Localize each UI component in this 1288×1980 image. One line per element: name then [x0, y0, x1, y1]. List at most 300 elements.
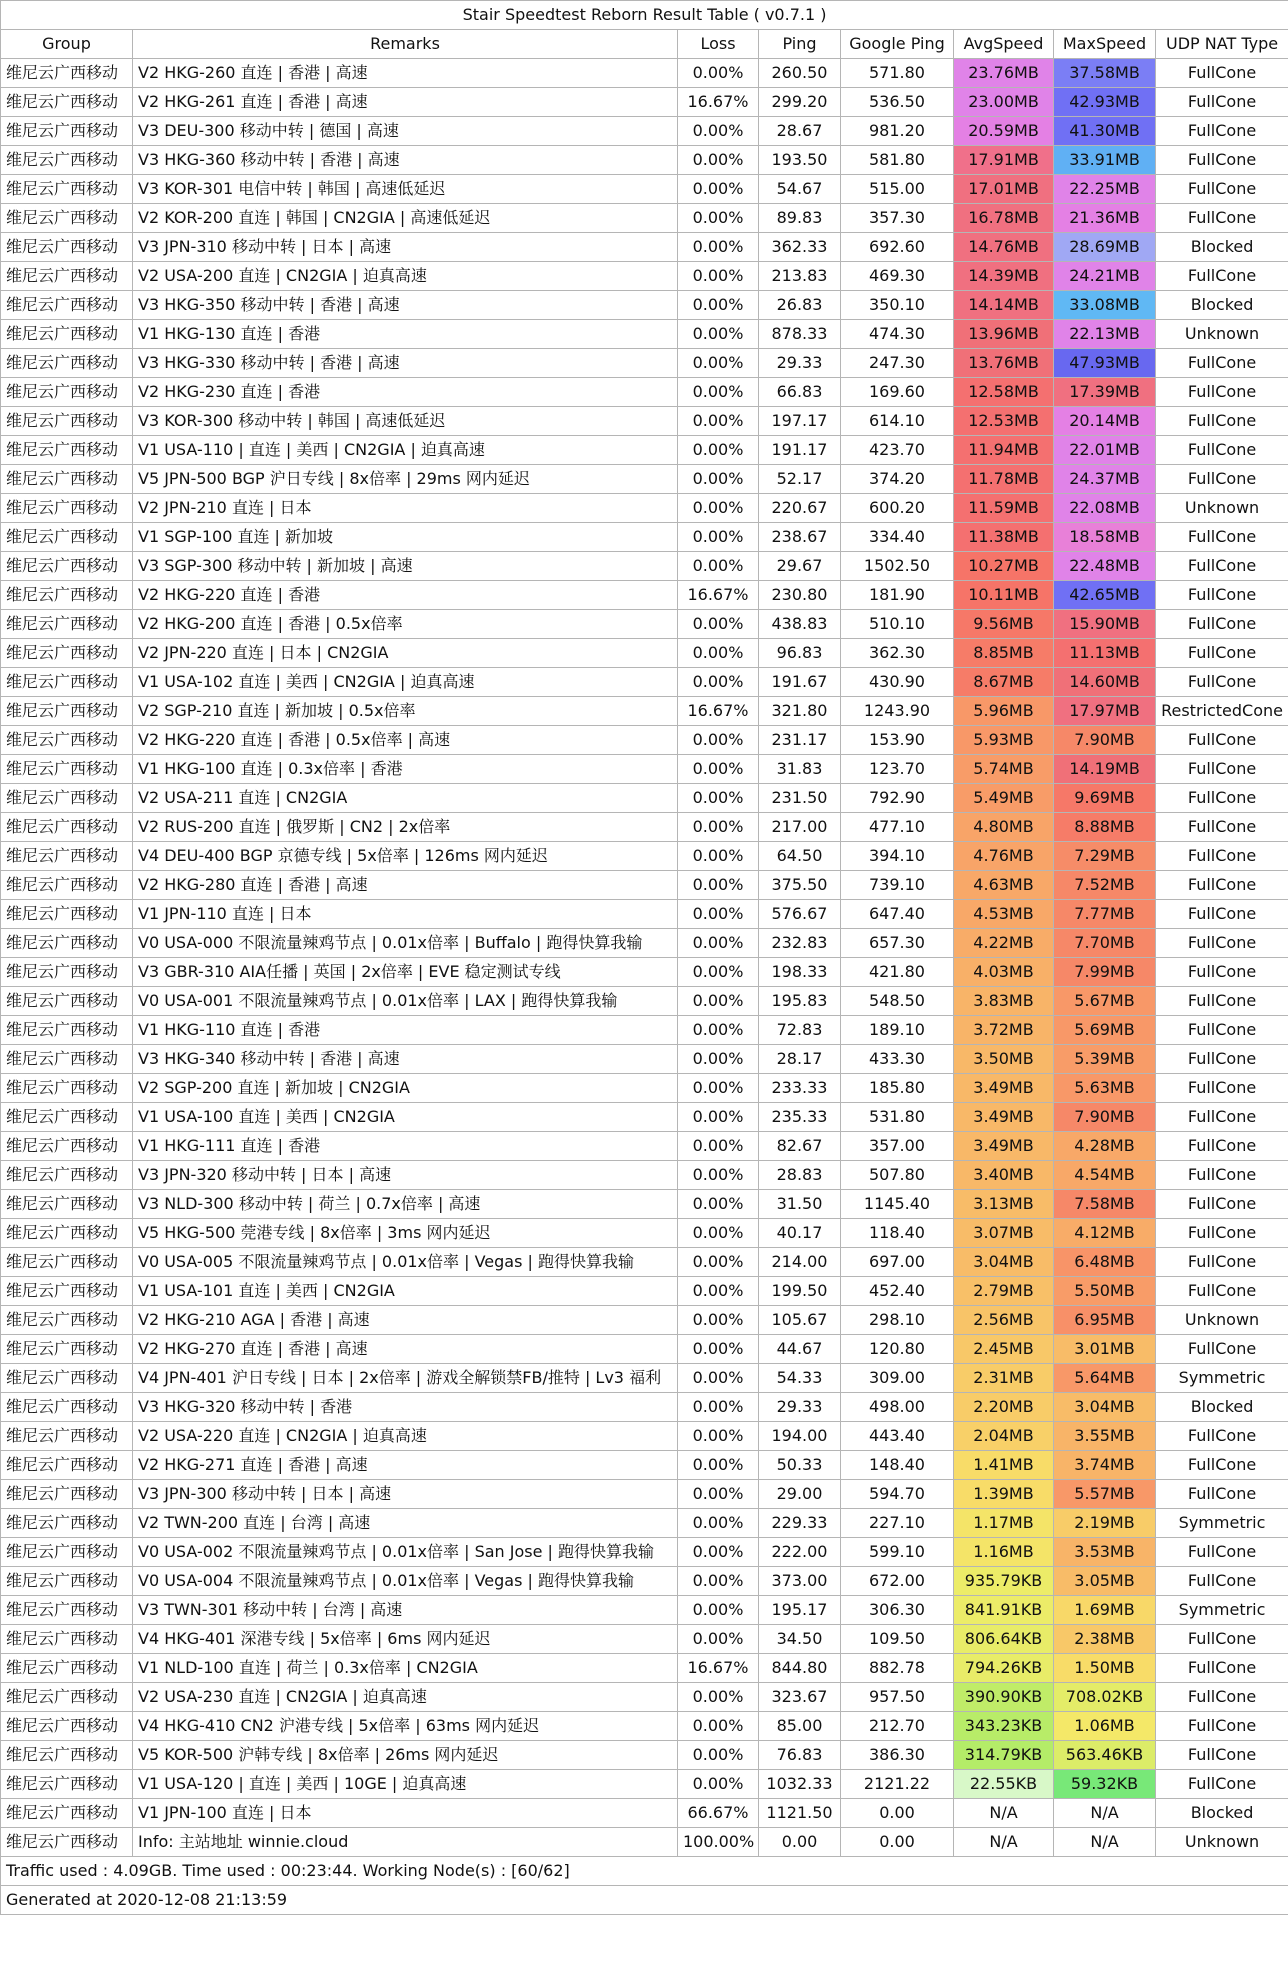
cell-udp-nat: FullCone	[1156, 987, 1288, 1016]
cell-loss: 0.00%	[678, 1016, 759, 1045]
cell-group: 维尼云广西移动	[1, 668, 133, 697]
cell-google-ping: 350.10	[841, 291, 954, 320]
cell-maxspeed: 42.93MB	[1054, 88, 1156, 117]
cell-loss: 0.00%	[678, 1393, 759, 1422]
cell-group: 维尼云广西移动	[1, 784, 133, 813]
cell-google-ping: 309.00	[841, 1364, 954, 1393]
col-header-udp-nat: UDP NAT Type	[1156, 30, 1288, 59]
table-row	[1, 1016, 1288, 1045]
cell-maxspeed: 28.69MB	[1054, 233, 1156, 262]
cell-avgspeed: 8.67MB	[954, 668, 1054, 697]
table-row	[1, 436, 1288, 465]
cell-udp-nat: FullCone	[1156, 1190, 1288, 1219]
cell-google-ping: 423.70	[841, 436, 954, 465]
table-row	[1, 726, 1288, 755]
cell-google-ping: 571.80	[841, 59, 954, 88]
cell-ping: 89.83	[759, 204, 841, 233]
table-body	[1, 59, 1288, 1857]
cell-group: 维尼云广西移动	[1, 1509, 133, 1538]
cell-loss: 0.00%	[678, 958, 759, 987]
cell-udp-nat: FullCone	[1156, 581, 1288, 610]
cell-remarks: V2 HKG-261 直连 | 香港 | 高速	[133, 88, 678, 117]
cell-avgspeed: 3.04MB	[954, 1248, 1054, 1277]
cell-avgspeed: 14.14MB	[954, 291, 1054, 320]
cell-ping: 238.67	[759, 523, 841, 552]
cell-loss: 0.00%	[678, 1567, 759, 1596]
cell-avgspeed: 12.58MB	[954, 378, 1054, 407]
table-title: Stair Speedtest Reborn Result Table ( v0.7.1 )	[1, 1, 1288, 30]
cell-group: 维尼云广西移动	[1, 1683, 133, 1712]
cell-avgspeed: 12.53MB	[954, 407, 1054, 436]
cell-google-ping: 474.30	[841, 320, 954, 349]
table-row	[1, 958, 1288, 987]
cell-loss: 0.00%	[678, 146, 759, 175]
cell-loss: 0.00%	[678, 1045, 759, 1074]
cell-udp-nat: FullCone	[1156, 900, 1288, 929]
cell-group: 维尼云广西移动	[1, 204, 133, 233]
cell-ping: 235.33	[759, 1103, 841, 1132]
cell-loss: 0.00%	[678, 1480, 759, 1509]
cell-loss: 0.00%	[678, 1161, 759, 1190]
cell-ping: 233.33	[759, 1074, 841, 1103]
cell-avgspeed: 343.23KB	[954, 1712, 1054, 1741]
cell-group: 维尼云广西移动	[1, 1103, 133, 1132]
cell-remarks: V3 JPN-310 移动中转 | 日本 | 高速	[133, 233, 678, 262]
cell-google-ping: 443.40	[841, 1422, 954, 1451]
table-row	[1, 842, 1288, 871]
cell-avgspeed: 2.79MB	[954, 1277, 1054, 1306]
cell-group: 维尼云广西移动	[1, 929, 133, 958]
cell-loss: 16.67%	[678, 88, 759, 117]
cell-loss: 0.00%	[678, 523, 759, 552]
cell-loss: 0.00%	[678, 842, 759, 871]
cell-remarks: V3 KOR-300 移动中转 | 韩国 | 高速低延迟	[133, 407, 678, 436]
cell-avgspeed: 4.22MB	[954, 929, 1054, 958]
cell-maxspeed: N/A	[1054, 1799, 1156, 1828]
cell-group: 维尼云广西移动	[1, 1306, 133, 1335]
cell-avgspeed: 4.76MB	[954, 842, 1054, 871]
cell-group: 维尼云广西移动	[1, 842, 133, 871]
cell-group: 维尼云广西移动	[1, 378, 133, 407]
cell-maxspeed: 6.48MB	[1054, 1248, 1156, 1277]
cell-google-ping: 306.30	[841, 1596, 954, 1625]
cell-google-ping: 882.78	[841, 1654, 954, 1683]
table-row	[1, 610, 1288, 639]
cell-ping: 260.50	[759, 59, 841, 88]
cell-remarks: V2 HKG-270 直连 | 香港 | 高速	[133, 1335, 678, 1364]
cell-avgspeed: 935.79KB	[954, 1567, 1054, 1596]
cell-avgspeed: 22.55KB	[954, 1770, 1054, 1799]
cell-udp-nat: FullCone	[1156, 1567, 1288, 1596]
cell-remarks: V0 USA-002 不限流量辣鸡节点 | 0.01x倍率 | San Jose | 跑得快算我输	[133, 1538, 678, 1567]
cell-avgspeed: 390.90KB	[954, 1683, 1054, 1712]
table-row	[1, 1625, 1288, 1654]
cell-loss: 0.00%	[678, 610, 759, 639]
cell-group: 维尼云广西移动	[1, 1596, 133, 1625]
cell-google-ping: 536.50	[841, 88, 954, 117]
cell-remarks: V4 HKG-401 深港专线 | 5x倍率 | 6ms 网内延迟	[133, 1625, 678, 1654]
cell-udp-nat: FullCone	[1156, 378, 1288, 407]
cell-maxspeed: 5.63MB	[1054, 1074, 1156, 1103]
table-row	[1, 1770, 1288, 1799]
cell-udp-nat: FullCone	[1156, 1683, 1288, 1712]
cell-avgspeed: 17.91MB	[954, 146, 1054, 175]
cell-remarks: Info: 主站地址 winnie.cloud	[133, 1828, 678, 1857]
cell-avgspeed: 23.00MB	[954, 88, 1054, 117]
cell-maxspeed: 42.65MB	[1054, 581, 1156, 610]
cell-ping: 40.17	[759, 1219, 841, 1248]
cell-google-ping: 510.10	[841, 610, 954, 639]
cell-maxspeed: 20.14MB	[1054, 407, 1156, 436]
cell-remarks: V1 USA-100 直连 | 美西 | CN2GIA	[133, 1103, 678, 1132]
table-row	[1, 1277, 1288, 1306]
table-row	[1, 552, 1288, 581]
cell-remarks: V2 SGP-210 直连 | 新加坡 | 0.5x倍率	[133, 697, 678, 726]
cell-google-ping: 334.40	[841, 523, 954, 552]
table-row	[1, 1683, 1288, 1712]
cell-remarks: V2 HKG-210 AGA | 香港 | 高速	[133, 1306, 678, 1335]
cell-udp-nat: FullCone	[1156, 784, 1288, 813]
cell-maxspeed: 2.38MB	[1054, 1625, 1156, 1654]
cell-remarks: V3 SGP-300 移动中转 | 新加坡 | 高速	[133, 552, 678, 581]
cell-group: 维尼云广西移动	[1, 59, 133, 88]
cell-remarks: V2 HKG-220 直连 | 香港	[133, 581, 678, 610]
cell-loss: 0.00%	[678, 1074, 759, 1103]
table-row	[1, 639, 1288, 668]
table-row	[1, 813, 1288, 842]
cell-maxspeed: 7.90MB	[1054, 1103, 1156, 1132]
cell-google-ping: 507.80	[841, 1161, 954, 1190]
table-row	[1, 117, 1288, 146]
cell-maxspeed: 21.36MB	[1054, 204, 1156, 233]
cell-google-ping: 212.70	[841, 1712, 954, 1741]
cell-group: 维尼云广西移动	[1, 987, 133, 1016]
cell-group: 维尼云广西移动	[1, 697, 133, 726]
cell-udp-nat: FullCone	[1156, 204, 1288, 233]
cell-google-ping: 581.80	[841, 146, 954, 175]
cell-remarks: V2 RUS-200 直连 | 俄罗斯 | CN2 | 2x倍率	[133, 813, 678, 842]
cell-ping: 323.67	[759, 1683, 841, 1712]
cell-group: 维尼云广西移动	[1, 1828, 133, 1857]
cell-google-ping: 498.00	[841, 1393, 954, 1422]
cell-group: 维尼云广西移动	[1, 1190, 133, 1219]
cell-google-ping: 1145.40	[841, 1190, 954, 1219]
cell-ping: 96.83	[759, 639, 841, 668]
cell-avgspeed: 794.26KB	[954, 1654, 1054, 1683]
cell-avgspeed: 2.31MB	[954, 1364, 1054, 1393]
cell-group: 维尼云广西移动	[1, 1016, 133, 1045]
cell-loss: 16.67%	[678, 1654, 759, 1683]
cell-avgspeed: 11.38MB	[954, 523, 1054, 552]
cell-loss: 0.00%	[678, 262, 759, 291]
cell-ping: 576.67	[759, 900, 841, 929]
cell-maxspeed: 15.90MB	[1054, 610, 1156, 639]
cell-udp-nat: FullCone	[1156, 175, 1288, 204]
cell-maxspeed: 59.32KB	[1054, 1770, 1156, 1799]
cell-udp-nat: FullCone	[1156, 349, 1288, 378]
cell-udp-nat: FullCone	[1156, 610, 1288, 639]
cell-udp-nat: FullCone	[1156, 88, 1288, 117]
cell-maxspeed: 6.95MB	[1054, 1306, 1156, 1335]
cell-loss: 0.00%	[678, 1103, 759, 1132]
cell-group: 维尼云广西移动	[1, 610, 133, 639]
cell-udp-nat: FullCone	[1156, 1248, 1288, 1277]
cell-remarks: V2 SGP-200 直连 | 新加坡 | CN2GIA	[133, 1074, 678, 1103]
table-row	[1, 1103, 1288, 1132]
cell-udp-nat: Symmetric	[1156, 1509, 1288, 1538]
table-row	[1, 1480, 1288, 1509]
cell-google-ping: 298.10	[841, 1306, 954, 1335]
cell-google-ping: 452.40	[841, 1277, 954, 1306]
cell-group: 维尼云广西移动	[1, 552, 133, 581]
cell-maxspeed: 22.48MB	[1054, 552, 1156, 581]
cell-remarks: V2 HKG-280 直连 | 香港 | 高速	[133, 871, 678, 900]
cell-remarks: V3 JPN-300 移动中转 | 日本 | 高速	[133, 1480, 678, 1509]
table-row	[1, 1161, 1288, 1190]
cell-google-ping: 362.30	[841, 639, 954, 668]
cell-remarks: V1 USA-101 直连 | 美西 | CN2GIA	[133, 1277, 678, 1306]
cell-loss: 0.00%	[678, 1277, 759, 1306]
cell-group: 维尼云广西移动	[1, 1422, 133, 1451]
cell-remarks: V3 HKG-330 移动中转 | 香港 | 高速	[133, 349, 678, 378]
cell-loss: 66.67%	[678, 1799, 759, 1828]
cell-remarks: V0 USA-004 不限流量辣鸡节点 | 0.01x倍率 | Vegas | 跑得快算我输	[133, 1567, 678, 1596]
cell-udp-nat: FullCone	[1156, 1277, 1288, 1306]
cell-remarks: V2 JPN-210 直连 | 日本	[133, 494, 678, 523]
cell-avgspeed: 17.01MB	[954, 175, 1054, 204]
cell-avgspeed: N/A	[954, 1799, 1054, 1828]
cell-remarks: V5 HKG-500 莞港专线 | 8x倍率 | 3ms 网内延迟	[133, 1219, 678, 1248]
cell-ping: 50.33	[759, 1451, 841, 1480]
table-row	[1, 233, 1288, 262]
cell-udp-nat: FullCone	[1156, 1654, 1288, 1683]
cell-ping: 217.00	[759, 813, 841, 842]
cell-remarks: V2 HKG-200 直连 | 香港 | 0.5x倍率	[133, 610, 678, 639]
cell-avgspeed: 3.07MB	[954, 1219, 1054, 1248]
cell-ping: 194.00	[759, 1422, 841, 1451]
cell-group: 维尼云广西移动	[1, 1335, 133, 1364]
cell-loss: 0.00%	[678, 900, 759, 929]
cell-ping: 191.67	[759, 668, 841, 697]
cell-udp-nat: FullCone	[1156, 1074, 1288, 1103]
cell-udp-nat: Symmetric	[1156, 1364, 1288, 1393]
cell-avgspeed: 3.72MB	[954, 1016, 1054, 1045]
cell-ping: 193.50	[759, 146, 841, 175]
cell-ping: 29.33	[759, 1393, 841, 1422]
cell-remarks: V3 GBR-310 AIA任播 | 英国 | 2x倍率 | EVE 稳定测试专线	[133, 958, 678, 987]
cell-avgspeed: 20.59MB	[954, 117, 1054, 146]
cell-group: 维尼云广西移动	[1, 146, 133, 175]
cell-ping: 29.33	[759, 349, 841, 378]
cell-google-ping: 697.00	[841, 1248, 954, 1277]
cell-maxspeed: 4.28MB	[1054, 1132, 1156, 1161]
cell-google-ping: 477.10	[841, 813, 954, 842]
cell-loss: 0.00%	[678, 1219, 759, 1248]
cell-group: 维尼云广西移动	[1, 1741, 133, 1770]
cell-google-ping: 118.40	[841, 1219, 954, 1248]
cell-remarks: V2 USA-230 直连 | CN2GIA | 迫真高速	[133, 1683, 678, 1712]
cell-maxspeed: 5.50MB	[1054, 1277, 1156, 1306]
col-header-group: Group	[1, 30, 133, 59]
cell-remarks: V3 HKG-320 移动中转 | 香港	[133, 1393, 678, 1422]
cell-google-ping: 430.90	[841, 668, 954, 697]
cell-google-ping: 600.20	[841, 494, 954, 523]
cell-remarks: V1 HKG-100 直连 | 0.3x倍率 | 香港	[133, 755, 678, 784]
cell-group: 维尼云广西移动	[1, 900, 133, 929]
cell-udp-nat: FullCone	[1156, 465, 1288, 494]
cell-loss: 0.00%	[678, 1683, 759, 1712]
cell-google-ping: 548.50	[841, 987, 954, 1016]
cell-ping: 230.80	[759, 581, 841, 610]
cell-group: 维尼云广西移动	[1, 1625, 133, 1654]
cell-google-ping: 672.00	[841, 1567, 954, 1596]
cell-loss: 0.00%	[678, 349, 759, 378]
cell-ping: 844.80	[759, 1654, 841, 1683]
cell-group: 维尼云广西移动	[1, 755, 133, 784]
cell-remarks: V3 HKG-340 移动中转 | 香港 | 高速	[133, 1045, 678, 1074]
table-row	[1, 523, 1288, 552]
cell-remarks: V2 USA-220 直连 | CN2GIA | 迫真高速	[133, 1422, 678, 1451]
cell-ping: 1032.33	[759, 1770, 841, 1799]
cell-ping: 213.83	[759, 262, 841, 291]
cell-google-ping: 981.20	[841, 117, 954, 146]
cell-udp-nat: FullCone	[1156, 1770, 1288, 1799]
cell-ping: 438.83	[759, 610, 841, 639]
cell-avgspeed: 9.56MB	[954, 610, 1054, 639]
cell-ping: 195.83	[759, 987, 841, 1016]
cell-maxspeed: 33.91MB	[1054, 146, 1156, 175]
table-row	[1, 900, 1288, 929]
cell-group: 维尼云广西移动	[1, 349, 133, 378]
table-row	[1, 1045, 1288, 1074]
cell-remarks: V1 JPN-100 直连 | 日本	[133, 1799, 678, 1828]
cell-ping: 54.33	[759, 1364, 841, 1393]
cell-udp-nat: FullCone	[1156, 407, 1288, 436]
cell-group: 维尼云广西移动	[1, 871, 133, 900]
col-header-remarks: Remarks	[133, 30, 678, 59]
cell-udp-nat: Unknown	[1156, 1306, 1288, 1335]
table-row	[1, 378, 1288, 407]
cell-udp-nat: FullCone	[1156, 1103, 1288, 1132]
cell-remarks: V0 USA-005 不限流量辣鸡节点 | 0.01x倍率 | Vegas | 跑得快算我输	[133, 1248, 678, 1277]
cell-udp-nat: FullCone	[1156, 1045, 1288, 1074]
cell-maxspeed: 17.39MB	[1054, 378, 1156, 407]
cell-maxspeed: 7.58MB	[1054, 1190, 1156, 1219]
table-row	[1, 1567, 1288, 1596]
cell-google-ping: 657.30	[841, 929, 954, 958]
cell-maxspeed: 22.25MB	[1054, 175, 1156, 204]
cell-google-ping: 421.80	[841, 958, 954, 987]
cell-avgspeed: 1.41MB	[954, 1451, 1054, 1480]
cell-loss: 0.00%	[678, 1451, 759, 1480]
cell-udp-nat: Unknown	[1156, 494, 1288, 523]
cell-loss: 0.00%	[678, 494, 759, 523]
cell-maxspeed: 5.39MB	[1054, 1045, 1156, 1074]
cell-avgspeed: 5.96MB	[954, 697, 1054, 726]
cell-maxspeed: N/A	[1054, 1828, 1156, 1857]
cell-avgspeed: N/A	[954, 1828, 1054, 1857]
table-row	[1, 407, 1288, 436]
table-row	[1, 1538, 1288, 1567]
cell-udp-nat: Blocked	[1156, 291, 1288, 320]
cell-avgspeed: 5.49MB	[954, 784, 1054, 813]
col-header-loss: Loss	[678, 30, 759, 59]
cell-avgspeed: 14.39MB	[954, 262, 1054, 291]
cell-google-ping: 247.30	[841, 349, 954, 378]
cell-udp-nat: FullCone	[1156, 117, 1288, 146]
cell-google-ping: 109.50	[841, 1625, 954, 1654]
cell-maxspeed: 7.70MB	[1054, 929, 1156, 958]
cell-udp-nat: FullCone	[1156, 639, 1288, 668]
cell-avgspeed: 4.63MB	[954, 871, 1054, 900]
cell-google-ping: 515.00	[841, 175, 954, 204]
cell-avgspeed: 4.03MB	[954, 958, 1054, 987]
cell-avgspeed: 5.93MB	[954, 726, 1054, 755]
cell-maxspeed: 14.60MB	[1054, 668, 1156, 697]
cell-maxspeed: 1.69MB	[1054, 1596, 1156, 1625]
table-row	[1, 1596, 1288, 1625]
cell-group: 维尼云广西移动	[1, 813, 133, 842]
cell-group: 维尼云广西移动	[1, 262, 133, 291]
cell-maxspeed: 33.08MB	[1054, 291, 1156, 320]
cell-group: 维尼云广西移动	[1, 175, 133, 204]
cell-remarks: V4 JPN-401 沪日专线 | 日本 | 2x倍率 | 游戏全解锁禁FB/推特 | Lv3 福利	[133, 1364, 678, 1393]
cell-google-ping: 148.40	[841, 1451, 954, 1480]
cell-loss: 100.00%	[678, 1828, 759, 1857]
cell-google-ping: 692.60	[841, 233, 954, 262]
cell-loss: 16.67%	[678, 581, 759, 610]
table-row	[1, 1393, 1288, 1422]
cell-udp-nat: FullCone	[1156, 1625, 1288, 1654]
cell-maxspeed: 37.58MB	[1054, 59, 1156, 88]
cell-ping: 878.33	[759, 320, 841, 349]
cell-udp-nat: FullCone	[1156, 1335, 1288, 1364]
table-row	[1, 88, 1288, 117]
cell-remarks: V3 HKG-350 移动中转 | 香港 | 高速	[133, 291, 678, 320]
cell-loss: 0.00%	[678, 320, 759, 349]
cell-maxspeed: 24.37MB	[1054, 465, 1156, 494]
table-row	[1, 581, 1288, 610]
cell-ping: 28.67	[759, 117, 841, 146]
cell-avgspeed: 841.91KB	[954, 1596, 1054, 1625]
table-row	[1, 1422, 1288, 1451]
cell-avgspeed: 1.39MB	[954, 1480, 1054, 1509]
cell-udp-nat: FullCone	[1156, 59, 1288, 88]
cell-ping: 82.67	[759, 1132, 841, 1161]
cell-loss: 0.00%	[678, 175, 759, 204]
cell-avgspeed: 3.83MB	[954, 987, 1054, 1016]
cell-ping: 29.00	[759, 1480, 841, 1509]
cell-loss: 0.00%	[678, 1538, 759, 1567]
cell-maxspeed: 3.05MB	[1054, 1567, 1156, 1596]
cell-avgspeed: 2.45MB	[954, 1335, 1054, 1364]
cell-google-ping: 1243.90	[841, 697, 954, 726]
cell-ping: 34.50	[759, 1625, 841, 1654]
cell-ping: 66.83	[759, 378, 841, 407]
cell-remarks: V4 DEU-400 BGP 京德专线 | 5x倍率 | 126ms 网内延迟	[133, 842, 678, 871]
cell-group: 维尼云广西移动	[1, 465, 133, 494]
cell-ping: 26.83	[759, 291, 841, 320]
cell-maxspeed: 7.29MB	[1054, 842, 1156, 871]
cell-loss: 0.00%	[678, 929, 759, 958]
cell-group: 维尼云广西移动	[1, 291, 133, 320]
table-row	[1, 755, 1288, 784]
cell-group: 维尼云广西移动	[1, 88, 133, 117]
cell-maxspeed: 3.55MB	[1054, 1422, 1156, 1451]
cell-udp-nat: FullCone	[1156, 1422, 1288, 1451]
cell-avgspeed: 10.27MB	[954, 552, 1054, 581]
table-row	[1, 1364, 1288, 1393]
